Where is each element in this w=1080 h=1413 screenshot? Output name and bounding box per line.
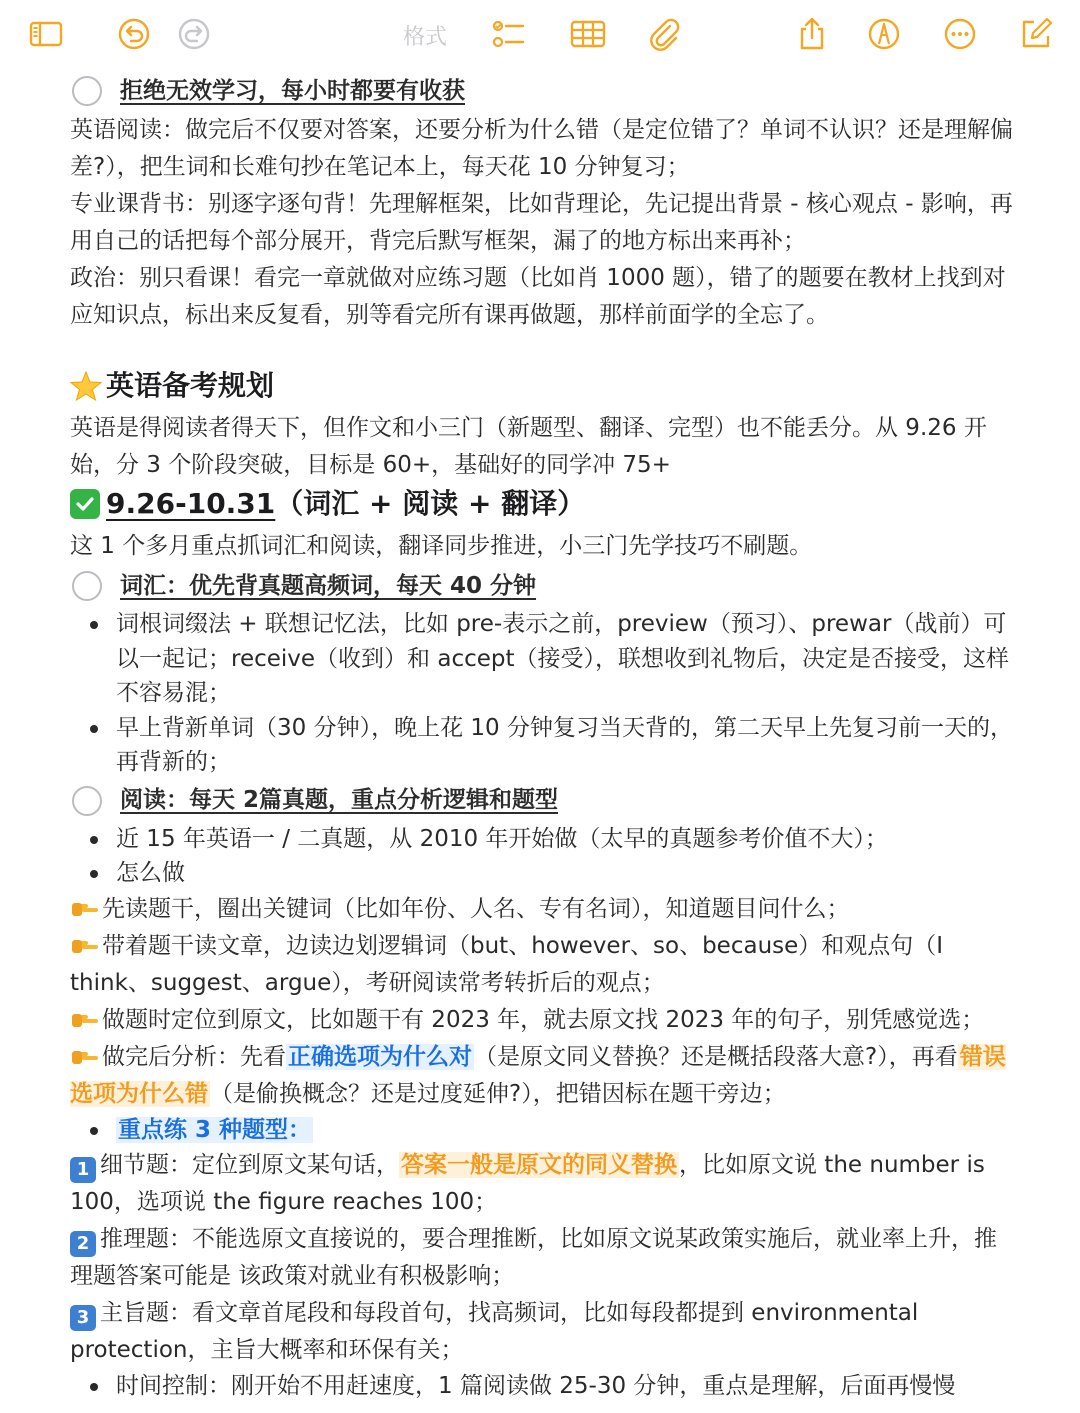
checklist-label: 阅读：每天 2篇真题，重点分析逻辑和题型 [120, 787, 559, 813]
checklist-item-reading[interactable] [72, 780, 1015, 822]
list-item: 早上背新单词（30 分钟），晚上花 10 分钟复习当天背的，第二天早上先复习前一天的，再背新的； [70, 711, 1015, 780]
step-2: 带着题干读文章，边读边划逻辑词（but、however、so、because）和观点句（I think、suggest、argue），考研阅读常考转折后的观点； [70, 932, 944, 996]
reading-list [70, 822, 1015, 891]
list-item [70, 1113, 1015, 1148]
more-icon[interactable] [940, 14, 980, 54]
note-body[interactable] [70, 70, 1015, 1404]
list-item: 近 15 年英语一 / 二真题，从 2010 年开始做（太早的真题参考价值不大）； [70, 822, 1015, 857]
focus-list [70, 1113, 1015, 1148]
star-icon [70, 370, 102, 402]
list-item: 时间控制：刚开始不用赶速度，1 篇阅读做 25-30 分钟，重点是理解，后面再慢慢 [70, 1369, 1015, 1404]
type-inference: 2 推理题：不能选原文直接说的，要合理推断，比如原文说某政策实施后，就业率上升，推理题答案可能是 该政策对就业有积极影响； [70, 1226, 997, 1289]
undo-icon[interactable] [114, 14, 154, 54]
pointing-hand-icon [70, 896, 100, 918]
list-item: 怎么做 [70, 856, 1015, 891]
checklist-label: 拒绝无效学习，每小时都要有收获 [120, 77, 465, 104]
keycap-3-icon: 3 [70, 1305, 96, 1331]
check-mark-icon [70, 489, 100, 519]
checklist-label: 词汇：优先背真题高频词，每天 40 分钟 [120, 572, 537, 599]
professional-course-paragraph: 专业课背书：别逐字逐句背！先理解框架，比如背理论，先记提出背景 - 核心观点 - 影响，再用自己的话把每个部分展开，背完后默写框架，漏了的地方标出来再补； [70, 191, 1013, 254]
pointing-hand-icon [70, 1044, 100, 1066]
type-main-idea: 3 主旨题：看文章首尾段和每段首句，找高频词，比如每段都提到 environmental protection，主旨大概率和环保有关； [70, 1300, 919, 1363]
share-icon[interactable] [792, 14, 832, 54]
sidebar-icon[interactable] [26, 14, 66, 54]
list-item: 词根词缀法 + 联想记忆法，比如 pre-表示之前，preview（预习）、prewar（战前）可以一起记；receive（收到）和 accept（接受），联想收到礼物后，决定是否接受，这样不容易混； [70, 607, 1015, 711]
highlight-answer: 答案一般是原文的同义替换 [401, 1152, 677, 1178]
english-reading-paragraph: 英语阅读：做完后不仅要对答案，还要分析为什么错（是定位错了？单词不认识？还是理解偏差?），把生词和长难句抄在笔记本上，每天花 10 分钟复习； [70, 117, 1013, 180]
section-heading-text: 英语备考规划 [106, 369, 275, 402]
highlight-wrong: 错误选项为什么错 [70, 1043, 1006, 1107]
pointing-hand-icon [70, 1007, 100, 1029]
phase-date: 9.26-10.31 [106, 487, 276, 520]
checklist-item-vocab[interactable] [72, 565, 1015, 607]
checklist-item[interactable] [72, 70, 1015, 112]
keycap-1-icon: 1 [70, 1157, 96, 1183]
step-4: 做完后分析：先看正确选项为什么对（是原文同义替换？还是概括段落大意?），再看错误选项为什么错（是偷换概念？还是过度延伸?），把错因标在题干旁边； [70, 1043, 1006, 1107]
phase-intro: 这 1 个多月重点抓词汇和阅读，翻译同步推进，小三门先学技巧不刷题。 [70, 533, 813, 559]
politics-paragraph: 政治：别只看课！看完一章就做对应练习题（比如肖 1000 题），错了的题要在教材上找到对应知识点，标出来反复看，别等看完所有课再做题，那样前面学的全忘了。 [70, 265, 1006, 328]
vocab-list [70, 607, 1015, 780]
compose-icon[interactable] [1016, 14, 1056, 54]
checklist-circle[interactable] [72, 786, 102, 816]
redo-icon[interactable] [174, 14, 214, 54]
markup-icon[interactable] [864, 14, 904, 54]
highlight-focus: 重点练 3 种题型： [118, 1116, 312, 1143]
checklist-circle[interactable] [72, 76, 102, 106]
checklist-circle[interactable] [72, 571, 102, 601]
type-detail: 1 细节题：定位到原文某句话，答案一般是原文的同义替换，比如原文说 the number is 100，选项说 the figure reaches 100； [70, 1152, 985, 1215]
step-3: 做题时定位到原文，比如题干有 2023 年，就去原文找 2023 年的句子，别凭感觉选； [70, 1002, 1015, 1039]
keycap-2-icon: 2 [70, 1231, 96, 1257]
english-intro-paragraph: 英语是得阅读者得天下，但作文和小三门（新题型、翻译、完型）也不能丢分。从 9.26 开始，分 3 个阶段突破，目标是 60+，基础好的同学冲 75+ [70, 415, 987, 478]
step-1: 先读题干，圈出关键词（比如年份、人名、专有名词），知道题目问什么； [70, 891, 1015, 928]
phase-heading [70, 484, 1015, 524]
toolbar [0, 0, 1080, 68]
checklist-icon[interactable] [488, 14, 528, 54]
table-icon[interactable] [568, 14, 608, 54]
section-heading [70, 364, 1015, 408]
format-button[interactable]: 格式 [402, 25, 447, 50]
time-list [70, 1369, 1015, 1404]
phase-title: （词汇 + 阅读 + 翻译） [275, 487, 586, 520]
highlight-correct: 正确选项为什么对 [288, 1043, 472, 1070]
attachment-icon[interactable] [644, 14, 684, 54]
pointing-hand-icon [70, 933, 100, 955]
